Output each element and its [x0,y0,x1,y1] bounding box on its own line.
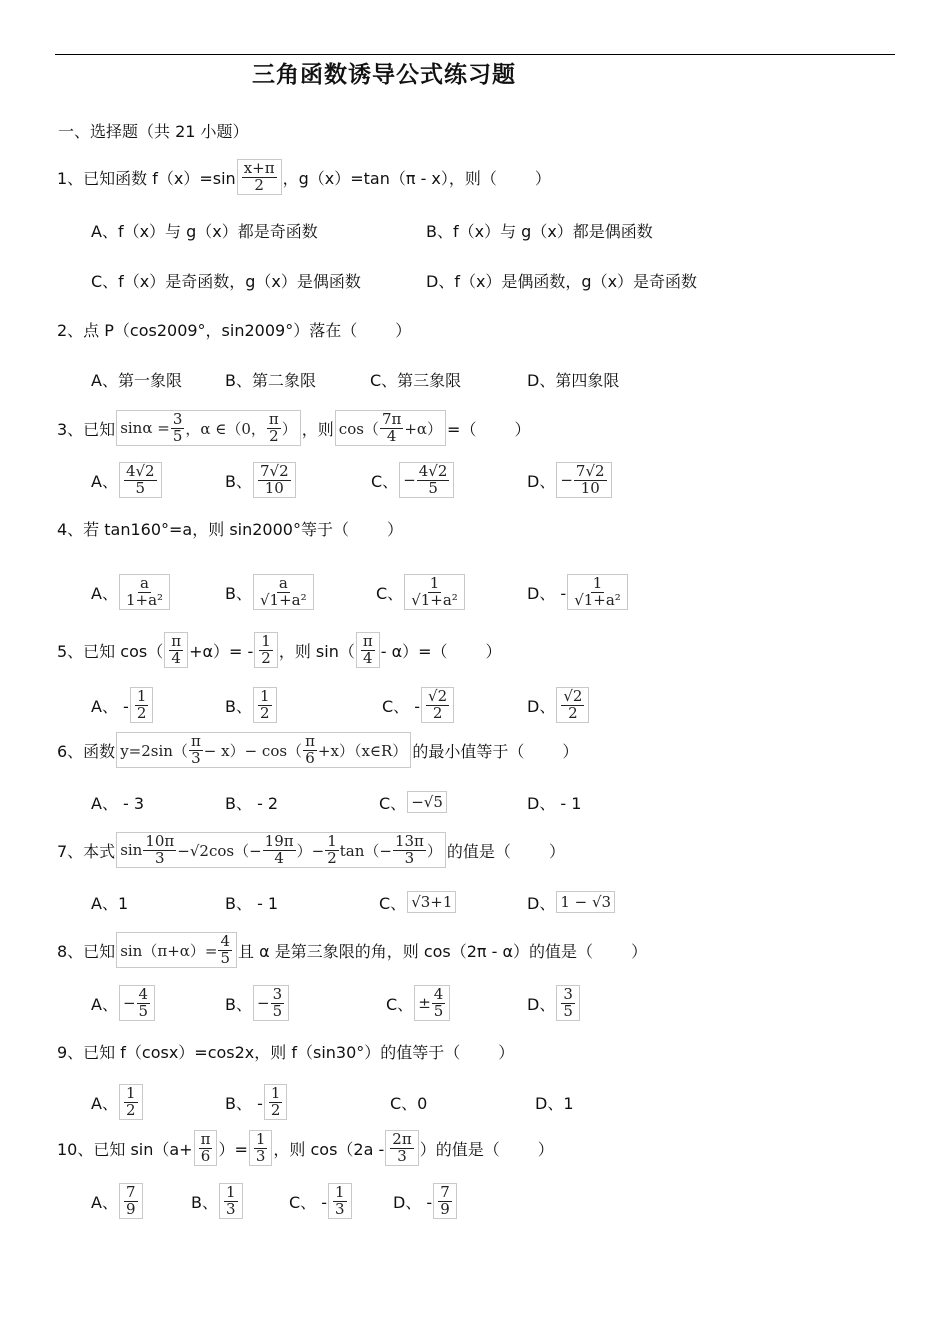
formula-image: $\frac{\pi}{6}$ [194,1130,218,1167]
question-text: =（ [447,419,477,439]
formula-image: $\frac{7}{9}$ [433,1183,457,1220]
option-b[interactable]: B、 $\frac{7√2}{10}$ [225,457,297,503]
question-text: ） [395,320,412,340]
option-b[interactable]: B、 $\frac{1}{2}$ [225,682,278,728]
formula-image: $\frac{\pi}{4}$ [164,632,188,669]
question-2 [57,304,411,354]
formula-image: $\frac{√2}{2}$ [421,687,454,724]
option-d[interactable]: D、 - 1 [527,793,582,813]
fraction: $\frac{7\pi}{4}$ [381,409,402,445]
formula-image: $\frac{1}{2}$ [119,1084,143,1121]
formula-image: $\frac{1}{\text{√1+a²}}$ [404,574,465,611]
option-b[interactable]: B、 $\frac{1}{3}$ [191,1178,244,1224]
option-d[interactable]: D、 $\frac{√2}{2}$ [527,682,590,728]
question-text: ） [534,168,551,188]
question-text: 3、已知 [57,419,116,439]
option-d[interactable]: D、 1 − √3 [527,879,616,925]
formula-image: − $\frac{7√2}{10}$ [556,462,611,499]
option-a[interactable]: A、 $\frac{7}{9}$ [91,1178,144,1224]
option-b[interactable]: B、 - 1 [225,893,279,913]
option-a[interactable]: A、 - 3 [91,793,145,813]
question-6: 6、函数 y=2sin（ $\frac{\pi}{3}$ − x）− cos（ $\frac{\pi}{6}$ +x）（x∈R） 的最小值等于（ ） [57,731,579,767]
option-b[interactable]: B、 - $\frac{1}{2}$ [225,1079,288,1125]
question-4 [57,503,403,553]
formula-image: $\frac{\pi}{4}$ [356,632,380,669]
formula-image: $\frac{2\pi}{3}$ [385,1130,418,1167]
option-c[interactable]: C、 −√5 [379,779,448,825]
option-c[interactable]: C、 - $\frac{1}{3}$ [289,1178,353,1224]
question-text: 4、若 tan160°=a，则 sin2000°等于（ [57,519,349,539]
question-1 [57,152,551,202]
formula-image: $\frac{1}{2}$ [253,687,277,724]
formula-image: y=2sin（ $\frac{\pi}{3}$ − x）− cos（ $\frac{\pi}{6}$ +x）（x∈R） [116,732,411,769]
option-a[interactable]: A、 $\frac{1}{2}$ [91,1079,144,1125]
formula-image: − $\frac{3}{5}$ [253,985,289,1022]
option-c[interactable]: C、第三象限 [370,370,462,390]
option-a[interactable]: A、 - $\frac{1}{2}$ [91,682,154,728]
option-a[interactable]: A、 − $\frac{4}{5}$ [91,980,156,1026]
formula-image: sinα = $\frac{3}{5}$ ，α ∈（0， $\frac{\pi}{2}$ ） [116,410,301,447]
formula-image: cos（ $\frac{7\pi}{4}$ +α） [335,410,446,447]
formula-image: $\frac{7√2}{10}$ [253,462,296,499]
header-rule [55,54,895,55]
option-a[interactable]: A、 $\frac{4√2}{5}$ [91,457,163,503]
formula-image: $\frac{1}{3}$ [219,1183,243,1220]
question-text: 2、点 P（cos2009°，sin2009°）落在（ [57,320,358,340]
formula-image: $\frac{1}{2}$ [130,687,154,724]
formula-image: $\frac{1}{3}$ [249,1130,273,1167]
option-d[interactable]: D、 − $\frac{7√2}{10}$ [527,457,613,503]
option-c[interactable]: C、0 [390,1093,428,1113]
formula-image: 1 − √3 [556,891,615,913]
option-a[interactable]: A、1 [91,893,129,913]
fraction: $\frac{x+\pi}{2}$ [243,158,275,194]
option-d[interactable]: D、第四象限 [527,370,620,390]
page-title: 三角函数诱导公式练习题 [252,62,516,88]
option-b[interactable]: B、 - 2 [225,793,279,813]
option-b[interactable]: B、 $\frac{a}{\text{√1+a²}}$ [225,569,315,615]
option-a[interactable]: A、第一象限 [91,370,182,390]
fraction: $\frac{3}{5}$ [172,409,183,445]
formula-image: $\frac{a}{\text{√1+a²}}$ [253,574,314,611]
question-8: 8、已知 sin（π+α）= $\frac{4}{5}$ 且 α 是第三象限的角，则 cos（2π - α）的值是（ ） [57,931,648,967]
option-c[interactable]: C、 − $\frac{4√2}{5}$ [371,457,455,503]
fraction: $\frac{\pi}{2}$ [268,409,279,445]
formula-image: $\frac{7}{9}$ [119,1183,143,1220]
option-d[interactable]: D、 $\frac{3}{5}$ [527,980,581,1026]
formula-image: − $\frac{4√2}{5}$ [399,462,454,499]
option-d[interactable]: D、 - $\frac{7}{9}$ [393,1178,458,1224]
formula-image: sin $\frac{10\pi}{3}$ −√2cos（− $\frac{19\pi}{4}$ ）− $\frac{1}{2}$ tan（− $\frac{13\pi}{3}$ ） [116,832,446,869]
formula-image: $\frac{a}{\text{1+a²}}$ [119,574,170,611]
option-b[interactable]: B、第二象限 [225,370,316,390]
section-heading: 一、选择题（共 21 小题） [58,122,249,141]
question-text: ，g（x）=tan（π - x），则（ [282,168,497,188]
option-c[interactable]: C、 $\frac{1}{\text{√1+a²}}$ [376,569,466,615]
question-3 [57,403,530,453]
option-c[interactable]: C、 - $\frac{√2}{2}$ [382,682,455,728]
option-c[interactable]: C、 ± $\frac{4}{5}$ [386,980,451,1026]
option-a[interactable]: A、f（x）与 g（x）都是奇函数 [91,221,318,241]
option-d[interactable]: D、 - $\frac{1}{\text{√1+a²}}$ [527,569,629,615]
formula-image [237,159,282,196]
formula-image: $\frac{√2}{2}$ [556,687,589,724]
formula-image: ± $\frac{4}{5}$ [414,985,450,1022]
formula-image: − $\frac{4}{5}$ [119,985,155,1022]
question-text: ） [514,419,531,439]
question-5: 5、已知 cos（ $\frac{\pi}{4}$ +α）= - $\frac{1}{2}$ ，则 sin（ $\frac{\pi}{4}$ - α）=（ ） [57,631,502,667]
option-c[interactable]: C、 √3+1 [379,879,457,925]
question-10: 10、已知 sin（a+ $\frac{\pi}{6}$ ）= $\frac{1}{3}$ ，则 cos（2a - $\frac{2\pi}{3}$ ）的值是（ ） [57,1129,554,1165]
question-text: 1、已知函数 f（x）=sin [57,168,236,188]
formula-image: $\frac{1}{3}$ [328,1183,352,1220]
question-9: 9、已知 f（cosx）=cos2x，则 f（sin30°）的值等于（ ） [57,1042,515,1062]
formula-image: $\frac{1}{2}$ [264,1084,288,1121]
formula-image: sin（π+α）= $\frac{4}{5}$ [116,932,237,969]
question-text: ） [386,519,403,539]
question-text: ，则 [301,419,334,439]
formula-image: −√5 [407,791,447,813]
option-a[interactable]: A、 $\frac{a}{\text{1+a²}}$ [91,569,171,615]
option-b[interactable]: B、f（x）与 g（x）都是偶函数 [426,221,653,241]
formula-image: $\frac{4√2}{5}$ [119,462,162,499]
formula-image: $\frac{3}{5}$ [556,985,580,1022]
formula-image: $\frac{1}{2}$ [254,632,278,669]
formula-image: √3+1 [407,891,456,913]
option-d[interactable]: D、1 [535,1093,574,1113]
option-d[interactable]: D、f（x）是偶函数，g（x）是奇函数 [426,271,698,291]
option-c[interactable]: C、f（x）是奇函数，g（x）是偶函数 [91,271,361,291]
option-b[interactable]: B、 − $\frac{3}{5}$ [225,980,290,1026]
question-7: 7、本式 sin $\frac{10\pi}{3}$ −√2cos（− $\frac{19\pi}{4}$ ）− $\frac{1}{2}$ tan（− $\frac{13\pi}{3}$ ） 的值是（ ） [57,831,565,867]
formula-image: $\frac{1}{\text{√1+a²}}$ [567,574,628,611]
